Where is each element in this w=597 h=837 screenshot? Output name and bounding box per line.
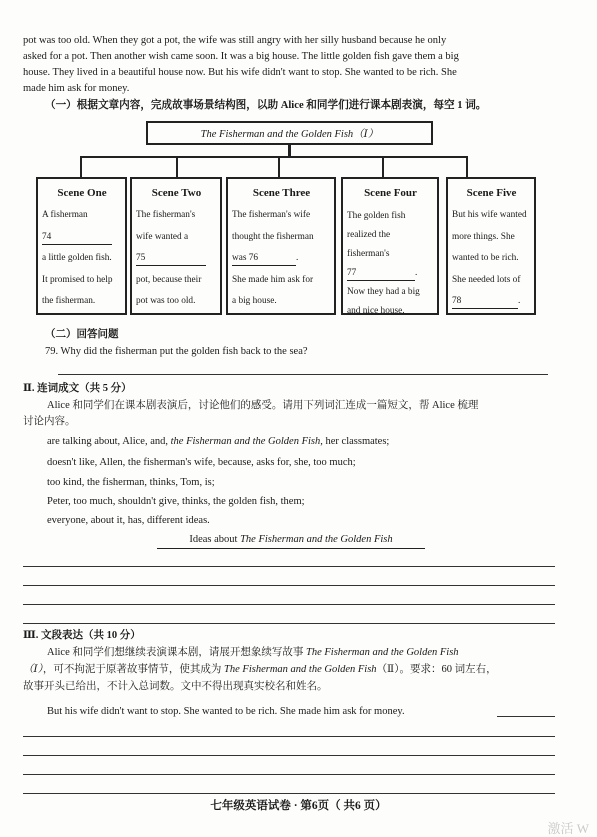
blank-78[interactable]: 78 (452, 295, 518, 309)
word-group: doesn't like, Allen, the fisherman's wife, because, asks for, she, too much; (47, 457, 356, 468)
watermark: 激活 W (547, 821, 589, 836)
scene-text: pot, because their (136, 274, 202, 285)
blank-76[interactable]: was 76 (232, 252, 296, 266)
writing-line[interactable] (23, 755, 555, 756)
scene-one-box (36, 177, 127, 315)
part2-instruction: 讨论内容。 (23, 416, 76, 427)
word-group: Peter, too much, shouldn't give, thinks, the golden fish, them; (47, 496, 305, 507)
part3-heading: Ⅲ. 文段表达（共 10 分） (23, 630, 141, 641)
question-79: 79. Why did the fisherman put the golden fish back to the sea? (45, 346, 308, 357)
scene-two-box (130, 177, 222, 315)
intro-line: made him ask for money. (23, 83, 130, 94)
scene-text: a big house. (232, 296, 277, 306)
scene-text: wanted to be rich. (452, 253, 519, 263)
scene-title: Scene One (57, 187, 107, 199)
scene-five-box: Scene Five But his wife wanted more things. She wanted to be rich. She needed lots of 78 . (446, 177, 536, 315)
word-group: are talking about, Alice, and, the Fisherman and the Golden Fish, her classmates; (47, 436, 390, 447)
writing-line[interactable] (23, 793, 555, 794)
answer-line-79[interactable] (58, 374, 548, 375)
scene-text: and nice house. (347, 306, 405, 316)
writing-line[interactable] (23, 604, 555, 605)
scene-text: The fisherman's wife (232, 210, 311, 220)
scene-text: thought the fisherman (232, 231, 314, 242)
intro-line: asked for a pot. Then another wish came soon. It was a big house. The little golden fish gave them a big (23, 51, 459, 62)
writing-line[interactable] (23, 566, 555, 567)
scene-text: The fisherman's (136, 210, 196, 220)
scene-text: pot was too old. (136, 296, 196, 306)
part2-heading: Ⅱ. 连词成文（共 5 分） (23, 383, 132, 394)
diagram-title-box (146, 121, 433, 145)
blank-77[interactable]: 77 (347, 267, 415, 281)
intro-line: pot was too old. When they got a pot, the wife was still angry with her silly husband because he only (23, 35, 447, 46)
scene-text: wife wanted a (136, 231, 189, 242)
scene-three-box: Scene Three The fisherman's wife thought the fisherman was 76 . She made him ask for a big house. (226, 177, 336, 315)
part2-instruction: Alice 和同学们在课本剧表演后，讨论他们的感受。请用下列词汇连成一篇短文，帮 Alice 梳理 (47, 400, 479, 411)
scene-text: fisherman's (347, 249, 390, 259)
scene-text: realized the (347, 230, 391, 240)
word-group: too kind, the fisherman, thinks, Tom, is; (47, 477, 215, 488)
writing-line[interactable] (23, 774, 555, 775)
scene-title: Scene Two (151, 187, 202, 199)
scene-text: a little golden fish. (42, 253, 112, 263)
intro-line: house. They lived in a beautiful house now. But his wife didn't want to stop. She wanted to be rich. She (23, 67, 457, 78)
part3-instruction: （Ⅰ），可不拘泥于原著故事情节，使其成为 The Fisherman and the Golden Fish（Ⅱ）。要求：60 词左右， (23, 664, 497, 675)
writing-line[interactable] (497, 716, 555, 717)
scene-text: She made him ask for (232, 274, 314, 285)
section1-instruction: （一）根据文章内容，完成故事场景结构图，以助 Alice 和同学们进行课本剧表演，每空 1 词。 (45, 100, 487, 111)
scene-text: A fisherman (42, 210, 88, 220)
section2-heading: （二）回答问题 (45, 329, 119, 340)
scene-text: the fisherman. (42, 296, 96, 306)
writing-line[interactable] (23, 736, 555, 737)
story-start: But his wife didn't want to stop. She wanted to be rich. She made him ask for money. (47, 706, 405, 717)
part3-instruction: Alice 和同学们想继续表演课本剧，请展开想象续写故事 The Fisherman and the Golden Fish (47, 647, 459, 658)
scene-title: Scene Three (252, 187, 311, 199)
scene-text: It promised to help (42, 274, 113, 285)
scene-text: more things. She (452, 231, 515, 242)
scene-four-box: Scene Four The golden fish realized the fisherman's 77 . Now they had a big and nice house. (341, 177, 439, 315)
scene-text: But his wife wanted (452, 210, 527, 220)
scene-title: Scene Four (364, 187, 417, 199)
scene-text: The golden fish (347, 211, 406, 221)
scene-text: Now they had a big (347, 287, 420, 297)
blank-75[interactable]: 75 (136, 252, 206, 266)
page-footer: 七年级英语试卷 · 第6页（ 共6 页） (210, 800, 387, 812)
writing-line[interactable] (23, 585, 555, 586)
scene-title: Scene Five (466, 187, 517, 199)
diagram-title: The Fisherman and the Golden Fish（Ⅰ） (200, 128, 379, 140)
part3-instruction: 故事开头已给出，不计入总词数。文中不得出现真实校名和姓名。 (23, 681, 328, 692)
writing-line[interactable] (23, 623, 555, 624)
scene-text: She needed lots of (452, 274, 521, 285)
essay-title: Ideas about The Fisherman and the Golden Fish (157, 532, 425, 549)
word-group: everyone, about it, has, different ideas. (47, 515, 210, 526)
blank-74[interactable]: 74 (42, 231, 112, 245)
